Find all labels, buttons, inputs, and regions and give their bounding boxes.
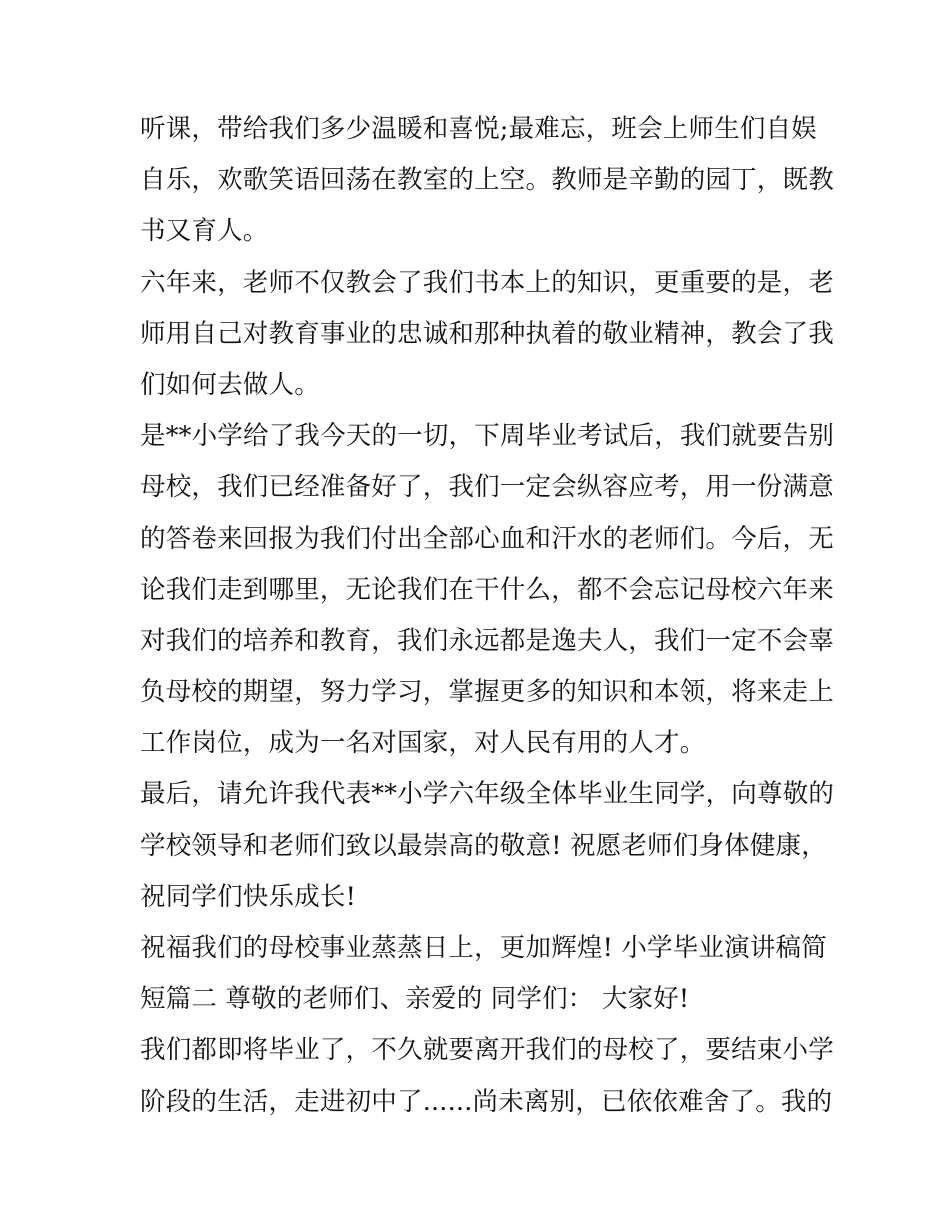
text-line: 的答卷来回报为我们付出全部心血和汗水的老师们。今后，无 [140,523,834,554]
text-line: 祝福我们的母校事业蒸蒸日上，更加辉煌! 小学毕业演讲稿简 [140,933,827,963]
text-line: 是**小学给了我今天的一切，下周毕业考试后，我们就要告别 [140,421,835,452]
document-body [140,104,835,1128]
text-line: 母校，我们已经准备好了，我们一定会纵容应考，用一份满意 [140,472,834,503]
text-line: 短篇二 尊敬的老师们、亲爱的 同学们： 大家好! [140,984,690,1015]
text-line: 书又育人。 [140,216,269,247]
text-line: 负母校的期望，努力学习，掌握更多的知识和本领，将来走上 [140,677,834,708]
text-line: 阶段的生活，走进初中了......尚未离别，已依依难舍了。我的 [140,1086,833,1117]
text-line: 最后，请允许我代表**小学六年级全体毕业生同学，向尊敬的 [140,779,835,810]
text-line: 自乐，欢歌笑语回荡在教室的上空。教师是辛勤的园丁，既教 [140,165,834,196]
text-line: 我们都即将毕业了，不久就要离开我们的母校了，要结束小学 [140,1035,834,1066]
text-line: 论我们走到哪里，无论我们在干什么，都不会忘记母校六年来 [140,574,834,605]
text-line: 对我们的培养和教育，我们永远都是逸夫人，我们一定不会辜 [140,625,834,656]
text-line: 工作岗位，成为一名对国家，对人民有用的人才。 [140,728,706,759]
text-line: 六年来，老师不仅教会了我们书本上的知识，更重要的是，老 [140,267,834,298]
text-line: 听课，带给我们多少温暖和喜悦;最难忘，班会上师生们自娱 [140,114,817,144]
text-line: 师用自己对教育事业的忠诚和那种执着的敬业精神，教会了我 [140,318,834,349]
text-line: 祝同学们快乐成长! [140,881,357,912]
text-line: 学校领导和老师们致以最崇高的敬意! 祝愿老师们身体健康， [140,830,827,861]
text-line: 们如何去做人。 [140,369,320,400]
